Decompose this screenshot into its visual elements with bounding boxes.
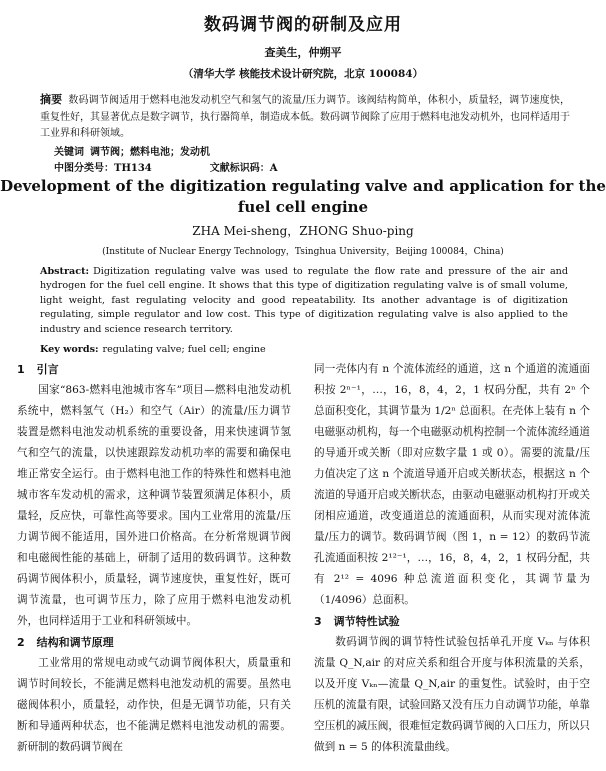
chinese-title: 数码调节阀的研制及应用 xyxy=(204,15,402,35)
english-keywords-text: regulating valve; fuel cell; engine xyxy=(102,344,266,355)
body-paragraph: 工业常用的常规电动或气动调节阀体积大，质量重和调节时间较长，不能满足燃料电池发动机的需要。虽然电磁阀体积小，质量轻，动作快，但是无调节功能，只有关断和导通两种状态，也不能满足燃料电池发动机的需要。新研制的数码调节阀在 xyxy=(17,657,291,753)
chinese-keywords-text: 调节阀；燃料电池；发动机 xyxy=(90,147,210,158)
english-abstract-label: Abstract: xyxy=(40,266,90,277)
english-title: Development of the digitization regulating valve and application for the fuel cell engine xyxy=(0,177,606,216)
section-title: 结构和调节原理 xyxy=(36,636,114,649)
section-title: 引言 xyxy=(36,363,59,376)
section-heading-introduction xyxy=(17,359,291,380)
chinese-affiliation: （清华大学 核能技术设计研究院，北京 100084） xyxy=(182,68,424,80)
right-column xyxy=(314,359,590,758)
clc-number: 中图分类号：TH134 xyxy=(54,163,152,174)
chinese-abstract-text: 数码调节阀适用于燃料电池发动机空气和氢气的流量/压力调节。该阀结构简单，体积小，质量轻，调节速度快，重复性好，其显著优点是数字调节，执行器简单，制造成本低。数码调节阀除了应用于燃料电池发动机外，也同样适用于工业界和科研领域。 xyxy=(40,95,570,139)
classification-row xyxy=(54,159,574,174)
section-heading-structure xyxy=(17,632,291,653)
chinese-keywords-label: 关键词 xyxy=(54,147,84,158)
document-code: 文献标识码：A xyxy=(209,163,278,174)
english-abstract xyxy=(40,265,568,337)
chinese-keywords xyxy=(54,143,210,158)
english-affiliation: (Institute of Nuclear Energy Technology，Tsinghua University，Beijing 100084，China) xyxy=(102,247,504,257)
body-paragraph: 数码调节阀的调节特性试验包括单孔开度 Vₖₙ 与体积流量 Q_N,air 的对应关系和组合开度与体积流量的关系，以及开度 Vₖₙ—流量 Q_N,air 的重复性。试验时，由于空压机的流量有限，试验回路又没有压力自动调节功能，单靠空压机的减压阀，很难恒定数码调节阀的入口压力，所以只做到 n = 5 的体积流量曲线。 xyxy=(314,636,590,753)
left-column xyxy=(17,359,291,758)
section-title: 调节特性试验 xyxy=(333,615,400,628)
chinese-abstract-label: 摘要 xyxy=(40,93,63,106)
body-paragraph: 同一壳体内有 n 个流体流经的通道，这 n 个通道的流通面积按 2ⁿ⁻¹，…，16，8，4，2，1 权码分配，共有 2ⁿ 个总面积变化，其调节量为 1/2ⁿ 总面积。在壳体上装有 n 个电磁驱动机构，每一个电磁驱动机构控制一个流体流经通道的导通开或关断（即对应数字量 1 或 0）。需要的流量/压力值决定了这 n 个流道导通开启或关断状态，根据这 n 个流道的导通开启或关断状态，由驱动电磁驱动机构打开或关闭相应通道，改变通道总的流通面积，从而实现对流体流量/压力的调节。数码调节阀（图 1，n = 12）的数码节流孔流通面积按 2¹²⁻¹，…，16，8，4，2，1 权码分配，共有 2¹² = 4096 种总流道面积变化，其调节量为（1/4096）总面积。 xyxy=(314,363,590,606)
english-abstract-text: Digitization regulating valve was used to regulate the flow rate and pressure of the air and hydrogen for the fuel cell engine. It shows that this type of digitization regulating valve is of small volume, light weight, fast regulating velocity and good repeatability. Its another advantage is of digitization regulating, simple regulator and low cost. This type of digitization regulating valve is also applied to the industry and science research territory. xyxy=(40,266,568,335)
section-number: 3 xyxy=(314,615,322,628)
section-number: 2 xyxy=(17,636,25,649)
chinese-authors: 查美生，仲朔平 xyxy=(264,46,342,59)
english-keywords xyxy=(40,344,266,355)
english-keywords-label: Key words: xyxy=(40,344,99,355)
section-number: 1 xyxy=(17,363,25,376)
english-authors: ZHA Mei-sheng，ZHONG Shuo-ping xyxy=(192,224,414,238)
body-paragraph: 国家“863-燃料电池城市客车”项目—燃料电池发动机系统中，燃料氢气（H₂）和空气（Air）的流量/压力调节装置是燃料电池发动机系统的重要设备，用来快速调节氢气和空气的流量，以快速跟踪发动机功率的需要和确保电堆正常安全运行。由于燃料电池工作的特殊性和燃料电池城市客车发动机的需求，这种调节装置须满足体积小，质量轻，反应快，可靠性高等要求。国内工业常用的流量/压力调节阀不能适用，国外进口价格高。在分析常规调节阀和电磁阀性能的基础上，研制了适用的数码调节。这种数码调节阀体积小，质量轻，调节速度快，重复性好，既可调节流量，也可调节压力，除了应用于燃料电池发动机外，也同样适用于工业和科研领域中。 xyxy=(17,384,291,627)
section-heading-test xyxy=(314,611,590,632)
chinese-abstract xyxy=(40,92,570,143)
